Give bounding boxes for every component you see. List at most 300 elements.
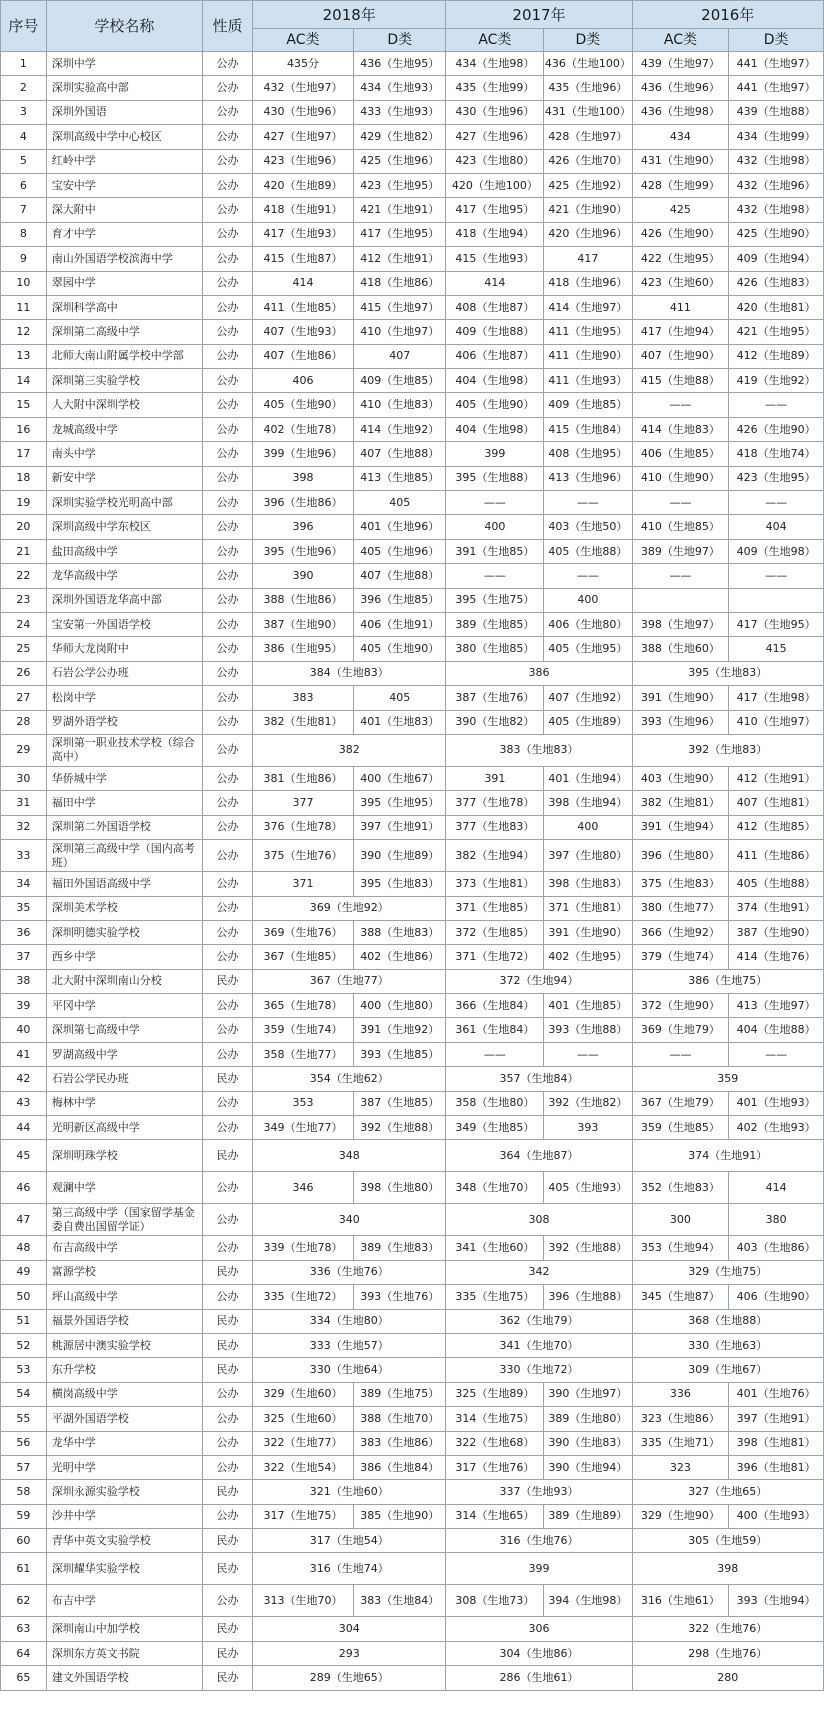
school-type: 公办: [203, 344, 253, 368]
score-cell: 426（生地83）: [729, 271, 824, 295]
score-cell: 436（生地100）: [544, 52, 632, 76]
row-index: 2: [1, 76, 47, 100]
merged-score-cell: 395（生地83）: [632, 661, 823, 685]
school-type: 公办: [203, 710, 253, 734]
score-cell: 400（生地67）: [353, 766, 446, 790]
merged-score-cell: 334（生地80）: [252, 1309, 446, 1333]
school-type: 公办: [203, 320, 253, 344]
score-cell: 329（生地60）: [252, 1382, 353, 1406]
row-index: 51: [1, 1309, 47, 1333]
school-name: 罗湖外语学校: [46, 710, 202, 734]
merged-score-cell: 316（生地76）: [446, 1529, 632, 1553]
score-cell: 322（生地77）: [252, 1431, 353, 1455]
school-name: 沙井中学: [46, 1504, 202, 1528]
score-cell: 423（生地60）: [632, 271, 729, 295]
school-name: 深圳永源实验学校: [46, 1480, 202, 1504]
score-cell: 336: [632, 1382, 729, 1406]
score-cell: 400: [544, 815, 632, 839]
school-type: 公办: [203, 791, 253, 815]
school-name: 新安中学: [46, 466, 202, 490]
score-cell: 390（生地89）: [353, 840, 446, 872]
school-type: 民办: [203, 1666, 253, 1690]
score-cell: 423（生地80）: [446, 149, 544, 173]
merged-score-cell: 362（生地79）: [446, 1309, 632, 1333]
score-cell: 380（生地85）: [446, 637, 544, 661]
merged-score-cell: 382: [252, 734, 446, 766]
score-cell: 405: [353, 491, 446, 515]
school-type: 民办: [203, 969, 253, 993]
score-cell: 420（生地89）: [252, 173, 353, 197]
school-type: 公办: [203, 466, 253, 490]
score-cell: 397（生地91）: [729, 1407, 824, 1431]
merged-score-cell: 357（生地84）: [446, 1067, 632, 1091]
table-body: [1, 52, 824, 1691]
table-row: [1, 686, 824, 710]
score-cell: 388（生地86）: [252, 588, 353, 612]
score-cell: 432（生地98）: [729, 198, 824, 222]
merged-score-cell: 330（生地64）: [252, 1358, 446, 1382]
table-row: [1, 125, 824, 149]
table-row: [1, 920, 824, 944]
score-cell: 418（生地91）: [252, 198, 353, 222]
row-index: 45: [1, 1140, 47, 1172]
score-cell: 335（生地75）: [446, 1285, 544, 1309]
school-type: 民办: [203, 1067, 253, 1091]
row-index: 34: [1, 872, 47, 896]
school-name: 福景外国语学校: [46, 1309, 202, 1333]
score-cell: 381（生地86）: [252, 766, 353, 790]
score-cell: 382（生地94）: [446, 840, 544, 872]
merged-score-cell: 286（生地61）: [446, 1666, 632, 1690]
school-type: 公办: [203, 52, 253, 76]
score-cell: 391（生地90）: [544, 920, 632, 944]
school-type: 民办: [203, 1333, 253, 1357]
table-row: [1, 271, 824, 295]
score-cell: 405（生地93）: [544, 1172, 632, 1204]
score-cell: 339（生地78）: [252, 1236, 353, 1260]
score-cell: 393（生地85）: [353, 1042, 446, 1066]
merged-score-cell: 304（生地86）: [446, 1641, 632, 1665]
school-type: 公办: [203, 417, 253, 441]
score-cell: 393（生地94）: [729, 1585, 824, 1617]
score-cell: 391: [446, 766, 544, 790]
school-name: 坪山高级中学: [46, 1285, 202, 1309]
score-cell: ——: [544, 564, 632, 588]
score-cell: 399: [446, 442, 544, 466]
score-cell: 406: [252, 369, 353, 393]
score-cell: 308（生地73）: [446, 1585, 544, 1617]
score-cell: 414（生地92）: [353, 417, 446, 441]
school-name: 桃源居中澳实验学校: [46, 1333, 202, 1357]
row-index: 57: [1, 1455, 47, 1479]
merged-score-cell: 368（生地88）: [632, 1309, 823, 1333]
score-cell: 382（生地81）: [632, 791, 729, 815]
score-cell: 325（生地60）: [252, 1407, 353, 1431]
merged-score-cell: 364（生地87）: [446, 1140, 632, 1172]
score-cell: 439（生地97）: [632, 52, 729, 76]
score-cell: 410（生地90）: [632, 466, 729, 490]
school-name: 梅林中学: [46, 1091, 202, 1115]
score-cell: 396（生地80）: [632, 840, 729, 872]
row-index: 40: [1, 1018, 47, 1042]
school-type: 公办: [203, 686, 253, 710]
table-row: [1, 198, 824, 222]
score-cell: 401（生地85）: [544, 994, 632, 1018]
school-name: 东升学校: [46, 1358, 202, 1382]
score-cell: 375（生地83）: [632, 872, 729, 896]
school-name: 深圳东方英文书院: [46, 1641, 202, 1665]
score-cell: 433（生地93）: [353, 100, 446, 124]
table-row: [1, 1285, 824, 1309]
school-name: 光明中学: [46, 1455, 202, 1479]
score-cell: 395（生地88）: [446, 466, 544, 490]
school-type: 公办: [203, 896, 253, 920]
row-index: 35: [1, 896, 47, 920]
score-cell: 403（生地90）: [632, 766, 729, 790]
school-name: 红岭中学: [46, 149, 202, 173]
score-cell: 396（生地85）: [353, 588, 446, 612]
table-row: [1, 1260, 824, 1284]
score-cell: 405: [353, 686, 446, 710]
table-row: [1, 247, 824, 271]
score-cell: 439（生地88）: [729, 100, 824, 124]
score-cell: 300: [632, 1204, 729, 1236]
score-cell: 376（生地78）: [252, 815, 353, 839]
row-index: 43: [1, 1091, 47, 1115]
row-index: 38: [1, 969, 47, 993]
school-type: 民办: [203, 1309, 253, 1333]
score-cell: 402（生地93）: [729, 1116, 824, 1140]
school-type: 公办: [203, 393, 253, 417]
merged-score-cell: 367（生地77）: [252, 969, 446, 993]
score-cell: 427（生地96）: [446, 125, 544, 149]
row-index: 5: [1, 149, 47, 173]
score-cell: 414: [446, 271, 544, 295]
score-cell: 325（生地89）: [446, 1382, 544, 1406]
score-cell: 412（生地89）: [729, 344, 824, 368]
table-row: [1, 1236, 824, 1260]
school-name: 富源学校: [46, 1260, 202, 1284]
score-cell: 435分: [252, 52, 353, 76]
row-index: 52: [1, 1333, 47, 1357]
school-type: 公办: [203, 125, 253, 149]
table-row: [1, 1309, 824, 1333]
score-cell: 373（生地81）: [446, 872, 544, 896]
score-cell: 441（生地97）: [729, 52, 824, 76]
score-cell: 408（生地87）: [446, 295, 544, 319]
score-cell: 358（生地77）: [252, 1042, 353, 1066]
year-header-2017: 2017年: [446, 1, 632, 29]
score-cell: 428（生地97）: [544, 125, 632, 149]
school-type: 公办: [203, 661, 253, 685]
score-cell: 388（生地70）: [353, 1407, 446, 1431]
score-cell: 415（生地88）: [632, 369, 729, 393]
score-cell: 405（生地90）: [353, 637, 446, 661]
school-type: 公办: [203, 1172, 253, 1204]
merged-score-cell: 399: [446, 1553, 632, 1585]
school-name: 松岗中学: [46, 686, 202, 710]
score-cell: 341（生地60）: [446, 1236, 544, 1260]
school-name: 光明新区高级中学: [46, 1116, 202, 1140]
table-row: [1, 896, 824, 920]
score-cell: 414: [729, 1172, 824, 1204]
score-cell: 398（生地94）: [544, 791, 632, 815]
school-name: 深圳第二高级中学: [46, 320, 202, 344]
score-cell: 390（生地97）: [544, 1382, 632, 1406]
row-index: 53: [1, 1358, 47, 1382]
school-type: 民办: [203, 1553, 253, 1585]
school-name: 深圳科学高中: [46, 295, 202, 319]
score-cell: 359（生地74）: [252, 1018, 353, 1042]
score-cell: 391（生地90）: [632, 686, 729, 710]
merged-score-cell: 383（生地83）: [446, 734, 632, 766]
score-cell: 434（生地98）: [446, 52, 544, 76]
col-header-2017-d: D类: [544, 29, 632, 52]
col-header-2018-ac: AC类: [252, 29, 353, 52]
school-name: 人大附中深圳学校: [46, 393, 202, 417]
score-cell: 395（生地83）: [353, 872, 446, 896]
score-cell: ——: [446, 564, 544, 588]
score-cell: 415（生地84）: [544, 417, 632, 441]
score-cell: 353: [252, 1091, 353, 1115]
school-type: 公办: [203, 1042, 253, 1066]
school-name: 龙华高级中学: [46, 564, 202, 588]
score-cell: 414（生地97）: [544, 295, 632, 319]
row-index: 30: [1, 766, 47, 790]
col-header-index: 序号: [1, 1, 47, 52]
school-name: 深圳第七高级中学: [46, 1018, 202, 1042]
score-cell: 414（生地76）: [729, 945, 824, 969]
school-type: 公办: [203, 491, 253, 515]
merged-score-cell: 386: [446, 661, 632, 685]
school-name: 布吉中学: [46, 1585, 202, 1617]
merged-score-cell: 374（生地91）: [632, 1140, 823, 1172]
score-cell: 417（生地94）: [632, 320, 729, 344]
score-cell: 427（生地97）: [252, 125, 353, 149]
table-row: [1, 222, 824, 246]
school-type: 民办: [203, 1480, 253, 1504]
row-index: 29: [1, 734, 47, 766]
score-cell: 398（生地97）: [632, 612, 729, 636]
score-cell: 418（生地74）: [729, 442, 824, 466]
row-index: 60: [1, 1529, 47, 1553]
school-type: 公办: [203, 539, 253, 563]
score-cell: ——: [632, 564, 729, 588]
school-type: 公办: [203, 945, 253, 969]
school-type: 民办: [203, 1260, 253, 1284]
score-cell: 367（生地79）: [632, 1091, 729, 1115]
school-type: 公办: [203, 1116, 253, 1140]
score-cell: 387（生地90）: [252, 612, 353, 636]
score-cell: 417（生地98）: [729, 686, 824, 710]
row-index: 25: [1, 637, 47, 661]
score-cell: [729, 588, 824, 612]
table-row: [1, 393, 824, 417]
score-cell: 407（生地86）: [252, 344, 353, 368]
score-cell: 322（生地68）: [446, 1431, 544, 1455]
school-name: 深圳第三高级中学（国内高考班）: [46, 840, 202, 872]
score-cell: 361（生地84）: [446, 1018, 544, 1042]
table-row: [1, 710, 824, 734]
score-cell: 349（生地77）: [252, 1116, 353, 1140]
row-index: 32: [1, 815, 47, 839]
school-name: 平冈中学: [46, 994, 202, 1018]
col-header-2018-d: D类: [353, 29, 446, 52]
row-index: 9: [1, 247, 47, 271]
score-cell: 392（生地88）: [353, 1116, 446, 1140]
score-cell: 403（生地86）: [729, 1236, 824, 1260]
school-name: 石岩公学公办班: [46, 661, 202, 685]
row-index: 49: [1, 1260, 47, 1284]
score-cell: 393（生地76）: [353, 1285, 446, 1309]
score-cell: ——: [446, 1042, 544, 1066]
row-index: 16: [1, 417, 47, 441]
score-cell: ——: [729, 393, 824, 417]
score-cell: 405（生地88）: [544, 539, 632, 563]
score-cell: 409（生地94）: [729, 247, 824, 271]
row-index: 55: [1, 1407, 47, 1431]
school-name: 南头中学: [46, 442, 202, 466]
table-row: [1, 815, 824, 839]
score-cell: 409（生地88）: [446, 320, 544, 344]
score-cell: 314（生地65）: [446, 1504, 544, 1528]
merged-score-cell: 304: [252, 1617, 446, 1641]
score-cell: 375（生地76）: [252, 840, 353, 872]
col-header-2017-ac: AC类: [446, 29, 544, 52]
school-name: 深圳外国语龙华高中部: [46, 588, 202, 612]
school-name: 深圳第二外国语学校: [46, 815, 202, 839]
table-row: [1, 1140, 824, 1172]
school-name: 盐田高级中学: [46, 539, 202, 563]
row-index: 37: [1, 945, 47, 969]
row-index: 54: [1, 1382, 47, 1406]
merged-score-cell: 280: [632, 1666, 823, 1690]
table-row: [1, 491, 824, 515]
school-name: 南山外国语学校滨海中学: [46, 247, 202, 271]
merged-score-cell: 289（生地65）: [252, 1666, 446, 1690]
merged-score-cell: 369（生地92）: [252, 896, 446, 920]
school-name: 宝安第一外国语学校: [46, 612, 202, 636]
score-cell: 348（生地70）: [446, 1172, 544, 1204]
score-cell: 411: [632, 295, 729, 319]
school-type: 公办: [203, 1285, 253, 1309]
table-row: [1, 1455, 824, 1479]
merged-score-cell: 348: [252, 1140, 446, 1172]
row-index: 8: [1, 222, 47, 246]
school-type: 公办: [203, 637, 253, 661]
score-cell: 377（生地83）: [446, 815, 544, 839]
row-index: 48: [1, 1236, 47, 1260]
score-cell: 435（生地99）: [446, 76, 544, 100]
score-cell: 425（生地96）: [353, 149, 446, 173]
score-cell: 409（生地85）: [353, 369, 446, 393]
score-cell: 406（生地90）: [729, 1285, 824, 1309]
merged-score-cell: 341（生地70）: [446, 1333, 632, 1357]
school-type: 公办: [203, 1091, 253, 1115]
school-name: 石岩公学民办班: [46, 1067, 202, 1091]
score-cell: 359（生地85）: [632, 1116, 729, 1140]
school-type: 公办: [203, 369, 253, 393]
score-cell: 403（生地50）: [544, 515, 632, 539]
table-row: [1, 588, 824, 612]
merged-score-cell: 308: [446, 1204, 632, 1236]
score-cell: 395（生地95）: [353, 791, 446, 815]
row-index: 63: [1, 1617, 47, 1641]
score-cell: 421（生地90）: [544, 198, 632, 222]
score-cell: 377（生地78）: [446, 791, 544, 815]
score-cell: 401（生地83）: [353, 710, 446, 734]
score-cell: 367（生地85）: [252, 945, 353, 969]
score-cell: 366（生地84）: [446, 994, 544, 1018]
score-cell: 409（生地85）: [544, 393, 632, 417]
col-header-type: 性质: [203, 1, 253, 52]
school-type: 公办: [203, 1407, 253, 1431]
score-cell: 405（生地95）: [544, 637, 632, 661]
score-cell: ——: [729, 1042, 824, 1066]
table-row: [1, 1204, 824, 1236]
school-type: 公办: [203, 515, 253, 539]
merged-score-cell: 384（生地83）: [252, 661, 446, 685]
table-row: [1, 1666, 824, 1690]
table-row: [1, 994, 824, 1018]
score-cell: 358（生地80）: [446, 1091, 544, 1115]
col-header-2016-d: D类: [729, 29, 824, 52]
school-type: 公办: [203, 1585, 253, 1617]
school-name: 深圳第一职业技术学校（综合高中）: [46, 734, 202, 766]
table-row: [1, 52, 824, 76]
row-index: 65: [1, 1666, 47, 1690]
score-cell: 371（生地85）: [446, 896, 544, 920]
school-name: 深圳明德实验学校: [46, 920, 202, 944]
school-name: 深圳明珠学校: [46, 1140, 202, 1172]
score-cell: 383（生地86）: [353, 1431, 446, 1455]
score-cell: 407（生地88）: [353, 442, 446, 466]
score-cell: 385（生地90）: [353, 1504, 446, 1528]
table-row: [1, 1641, 824, 1665]
table-row: [1, 1382, 824, 1406]
table-row: [1, 515, 824, 539]
score-cell: 402（生地78）: [252, 417, 353, 441]
school-name: 龙华中学: [46, 1431, 202, 1455]
school-name: 深圳实验学校光明高中部: [46, 491, 202, 515]
row-index: 20: [1, 515, 47, 539]
score-cell: 425（生地90）: [729, 222, 824, 246]
score-cell: 407（生地88）: [353, 564, 446, 588]
row-index: 4: [1, 125, 47, 149]
score-cell: 412（生地85）: [729, 815, 824, 839]
merged-score-cell: 293: [252, 1641, 446, 1665]
table-header: [1, 1, 824, 52]
score-cell: ——: [446, 491, 544, 515]
score-cell: 407（生地81）: [729, 791, 824, 815]
score-cell: 404（生地88）: [729, 1018, 824, 1042]
school-name: 福田中学: [46, 791, 202, 815]
score-cell: 386（生地95）: [252, 637, 353, 661]
score-cell: 401（生地76）: [729, 1382, 824, 1406]
score-cell: 418（生地86）: [353, 271, 446, 295]
score-cell: 425（生地92）: [544, 173, 632, 197]
score-cell: 380（生地77）: [632, 896, 729, 920]
score-cell: 423（生地95）: [353, 173, 446, 197]
table-row: [1, 766, 824, 790]
row-index: 24: [1, 612, 47, 636]
merged-score-cell: 330（生地72）: [446, 1358, 632, 1382]
table-row: [1, 969, 824, 993]
score-cell: 391（生地92）: [353, 1018, 446, 1042]
score-cell: 314（生地75）: [446, 1407, 544, 1431]
score-cell: 395（生地96）: [252, 539, 353, 563]
score-cell: 422（生地95）: [632, 247, 729, 271]
